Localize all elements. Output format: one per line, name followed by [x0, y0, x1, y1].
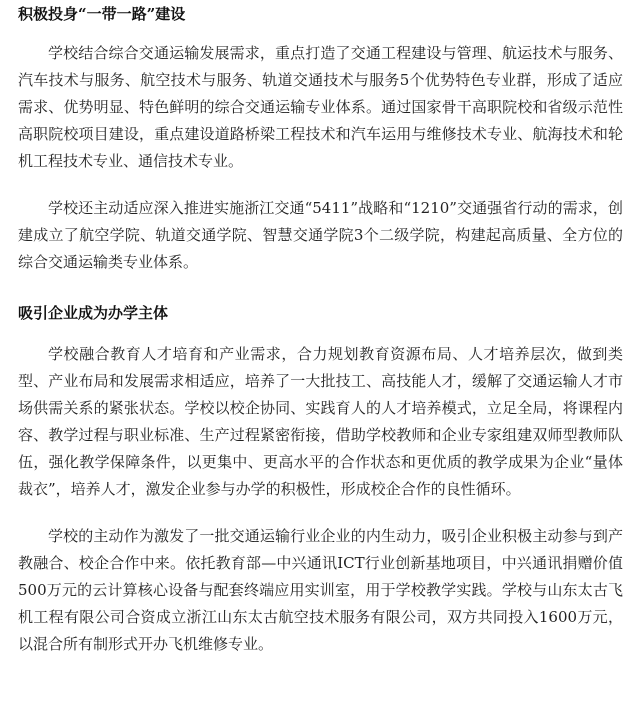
paragraph-specialty-groups: 学校结合综合交通运输发展需求，重点打造了交通工程建设与管理、航运技术与服务、汽车技术与服务、航空技术与服务、轨道交通技术与服务5个优势特色专业群，形成了适应需求、优势明显、特色鲜明的综合交通运输专业体系。通过国家骨干高职院校和省级示范性高职院校项目建设，重点建设道路桥梁工程技术和汽车运用与维修技术专业、航海技术和轮机工程技术专业、通信技术专业。	[18, 44, 623, 170]
paragraph-secondary-colleges: 学校还主动适应深入推进实施浙江交通“5411”战略和“1210”交通强省行动的需求，创建成立了航空学院、轨道交通学院、智慧交通学院3个二级学院，构建起高质量、全方位的综合交通运输类专业体系。	[18, 199, 623, 271]
paragraph-talent-training: 学校融合教育人才培育和产业需求，合力规划教育资源布局、人才培养层次，做到类型、产业布局和发展需求相适应，培养了一大批技工、高技能人才，缓解了交通运输人才市场供需关系的紧张状态。学校以校企协同、实践育人的人才培养模式，立足全局，将课程内容、教学过程与职业标准、生产过程紧密衔接，借助学校教师和企业专家组建双师型教师队伍，强化教学保障条件，以更集中、更高水平的合作状态和更优质的教学成果为企业“量体裁衣”，培养人才，激发企业参与办学的积极性，形成校企合作的良性循环。	[18, 345, 623, 498]
section-title-enterprise-participation: 吸引企业成为办学主体	[18, 304, 169, 322]
paragraph-enterprise-cooperation: 学校的主动作为激发了一批交通运输行业企业的内生动力，吸引企业积极主动参与到产教融合、校企合作中来。依托教育部—中兴通讯ICT行业创新基地项目，中兴通讯捐赠价值500万元的云计算核心设备与配套终端应用实训室，用于学校教学实践。学校与山东太古飞机工程有限公司合资成立浙江山东太古航空技术服务有限公司，双方共同投入1600万元，以混合所有制形式开办飞机维修专业。	[18, 527, 623, 653]
section-title-belt-and-road: 积极投身“一带一路”建设	[18, 5, 186, 23]
